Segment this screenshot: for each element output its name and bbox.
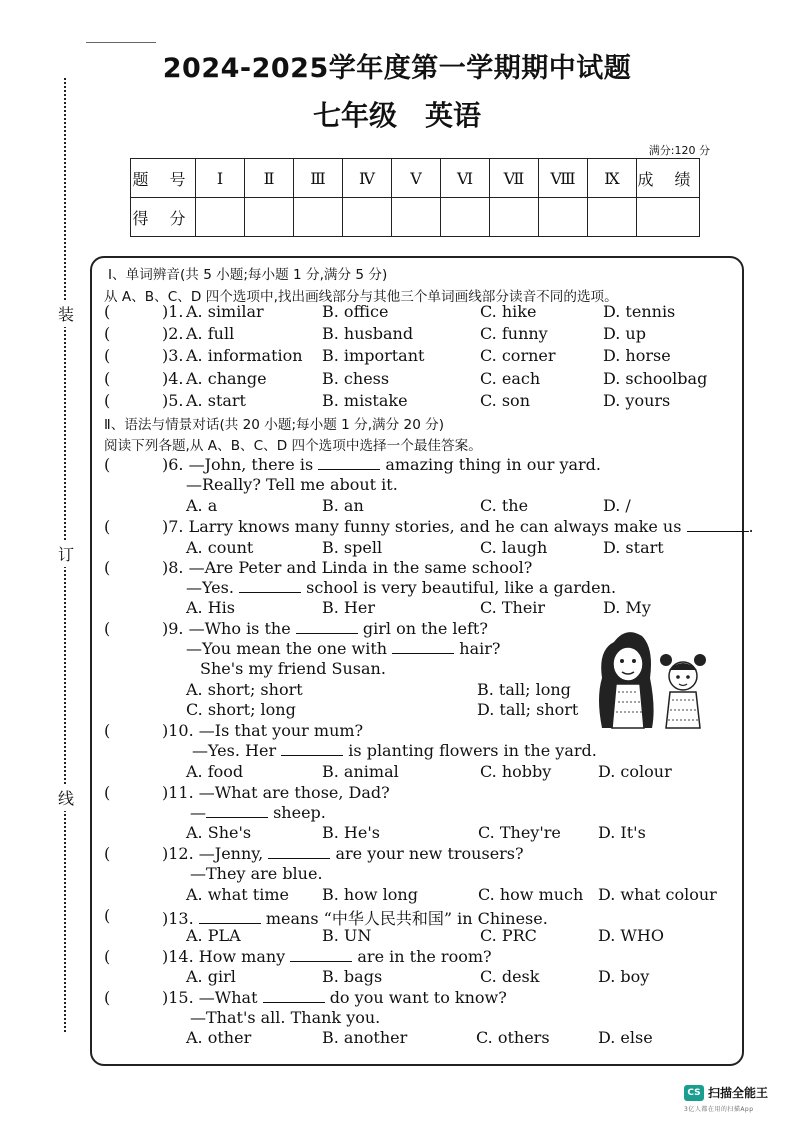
answer-paren[interactable]: (	[104, 619, 111, 638]
option-b: B. how long	[322, 885, 418, 904]
exam-subtitle: 七年级 英语	[312, 99, 481, 132]
answer-paren[interactable]: (	[104, 391, 111, 410]
stem-text: school is very beautiful, like a garden.	[306, 578, 617, 597]
camscanner-logo-icon: CS	[684, 1085, 704, 1101]
score-input-cell[interactable]	[588, 198, 637, 237]
option-b: B. an	[322, 496, 364, 515]
option-a: A. start	[186, 391, 246, 410]
option-d: D. WHO	[598, 926, 664, 945]
answer-blank[interactable]	[296, 621, 358, 634]
option-b: B. bags	[322, 967, 383, 986]
question-number: )1.	[162, 302, 184, 321]
question-stem-line	[162, 619, 488, 638]
option-c: C. hike	[480, 302, 537, 321]
option-c: C. each	[480, 369, 541, 388]
stem-text: )8. —Are Peter and Linda in the same school?	[162, 558, 533, 577]
stem-text: )7. Larry knows many funny stories, and he can always make us	[162, 517, 682, 536]
option-a: A. what time	[186, 885, 289, 904]
score-table-cell: Ⅶ	[490, 159, 539, 198]
option-a: A. His	[186, 598, 236, 617]
answer-paren[interactable]: (	[104, 558, 111, 577]
question-number: )3.	[162, 346, 184, 365]
answer-blank[interactable]	[263, 990, 325, 1003]
question-stem-line	[162, 517, 754, 536]
stem-text: .	[748, 517, 754, 536]
option-c: C. funny	[480, 324, 548, 343]
score-table-cell: 成 绩	[637, 159, 700, 198]
stem-text: )11. —What are those, Dad?	[162, 783, 390, 802]
option-b: B. Her	[322, 598, 375, 617]
option-c: C. PRC	[480, 926, 537, 945]
stem-text: do you want to know?	[329, 988, 507, 1007]
score-input-cell[interactable]	[392, 198, 441, 237]
option-d: D. tall; short	[477, 700, 579, 719]
answer-paren[interactable]: (	[104, 302, 111, 321]
score-table-cell: 题 号	[131, 159, 196, 198]
option-a: A. girl	[186, 967, 236, 986]
option-c: C. others	[476, 1028, 550, 1047]
option-c: C. corner	[480, 346, 556, 365]
option-c: C. desk	[480, 967, 540, 986]
score-table-header-row	[131, 159, 700, 198]
stem-text: amazing thing in our yard.	[385, 455, 601, 474]
option-b: B. spell	[322, 538, 383, 557]
option-a: A. full	[186, 324, 235, 343]
answer-blank[interactable]	[687, 519, 749, 532]
option-c: C. laugh	[480, 538, 548, 557]
answer-paren[interactable]: (	[104, 783, 111, 802]
question-number: )2.	[162, 324, 184, 343]
option-c: C. They're	[478, 823, 561, 842]
section1-instruction: 从 A、B、C、D 四个选项中,找出画线部分与其他三个单词画线部分读音不同的选项。	[104, 289, 618, 305]
binding-char: 线	[58, 784, 74, 811]
option-a: A. PLA	[186, 926, 241, 945]
stem-text: )12. —Jenny,	[162, 844, 264, 863]
option-b: B. UN	[322, 926, 372, 945]
question-stem-line	[186, 639, 500, 658]
option-c: C. the	[480, 496, 529, 515]
option-b: B. office	[322, 302, 389, 321]
stem-text: —You mean the one with	[186, 639, 388, 658]
stem-text: hair?	[459, 639, 501, 658]
option-d: D. /	[603, 496, 631, 515]
option-b: B. another	[322, 1028, 408, 1047]
stem-text: sheep.	[273, 803, 326, 822]
score-table-cell: Ⅲ	[294, 159, 343, 198]
option-c: C. short; long	[186, 700, 296, 719]
option-d: D. else	[598, 1028, 653, 1047]
score-table-cell: Ⅷ	[539, 159, 588, 198]
binding-char: 订	[58, 540, 74, 567]
question-stem-line	[162, 988, 507, 1007]
stem-text: —That's all. Thank you.	[190, 1008, 381, 1027]
stem-text: )15. —What	[162, 988, 258, 1007]
score-table-cell: Ⅴ	[392, 159, 441, 198]
option-d: D. yours	[603, 391, 671, 410]
option-b: B. tall; long	[477, 680, 571, 699]
option-a: A. a	[186, 496, 218, 515]
answer-blank[interactable]	[206, 805, 268, 818]
option-c: C. how much	[478, 885, 584, 904]
stem-text: —Yes. Her	[192, 741, 277, 760]
answer-blank[interactable]	[268, 846, 330, 859]
score-input-cell[interactable]	[294, 198, 343, 237]
stem-text: )6. —John, there is	[162, 455, 314, 474]
answer-paren[interactable]: (	[104, 947, 111, 966]
option-a: A. other	[186, 1028, 252, 1047]
stem-text: )14. How many	[162, 947, 286, 966]
question-stem-line	[162, 947, 492, 966]
answer-blank[interactable]	[318, 457, 380, 470]
score-input-cell[interactable]	[441, 198, 490, 237]
stem-text: —	[190, 803, 206, 822]
option-a: A. similar	[186, 302, 264, 321]
option-d: D. tennis	[603, 302, 676, 321]
question-number: )4.	[162, 369, 184, 388]
section2-heading: Ⅱ、语法与情景对话(共 20 小题;每小题 1 分,满分 20 分)	[104, 417, 445, 433]
stem-text: —Really? Tell me about it.	[186, 475, 398, 494]
question-stem-line	[192, 741, 597, 760]
top-rule	[86, 42, 156, 43]
score-table-cell: Ⅳ	[343, 159, 392, 198]
option-c: C. son	[480, 391, 530, 410]
stem-text: )10. —Is that your mum?	[162, 721, 364, 740]
question-stem-line	[190, 803, 326, 822]
exam-title: 2024-2025学年度第一学期期中试题	[162, 53, 632, 84]
section1-heading: Ⅰ、单词辨音(共 5 小题;每小题 1 分,满分 5 分)	[108, 267, 388, 283]
stem-text: )9. —Who is the	[162, 619, 291, 638]
answer-blank[interactable]	[199, 911, 261, 924]
option-d: D. boy	[598, 967, 650, 986]
option-d: D. up	[603, 324, 646, 343]
stem-text: girl on the left?	[362, 619, 488, 638]
answer-paren[interactable]: (	[104, 844, 111, 863]
scanner-app-name: 扫描全能王	[708, 1086, 769, 1100]
score-table-score-row	[131, 198, 700, 237]
option-d: D. It's	[598, 823, 646, 842]
answer-paren[interactable]: (	[104, 721, 111, 740]
option-d: D. start	[603, 538, 664, 557]
stem-text: are your new trousers?	[335, 844, 524, 863]
option-a: A. She's	[186, 823, 252, 842]
option-b: B. husband	[322, 324, 414, 343]
section2-instruction: 阅读下列各题,从 A、B、C、D 四个选项中选择一个最佳答案。	[104, 438, 482, 454]
score-input-cell[interactable]	[343, 198, 392, 237]
scanner-tagline: 3亿人都在用的扫描App	[684, 1106, 754, 1113]
option-d: D. horse	[603, 346, 671, 365]
two-girls-illustration	[596, 628, 714, 734]
scanner-watermark	[684, 1082, 768, 1113]
option-a: A. information	[186, 346, 303, 365]
stem-text: —Yes.	[186, 578, 234, 597]
score-input-cell[interactable]	[539, 198, 588, 237]
stem-text: are in the room?	[357, 947, 492, 966]
answer-blank[interactable]	[392, 641, 454, 654]
question-stem-line	[162, 844, 524, 863]
option-c: C. Their	[480, 598, 546, 617]
stem-text: —They are blue.	[190, 864, 323, 883]
option-d: D. My	[603, 598, 651, 617]
score-input-cell[interactable]	[637, 198, 700, 237]
score-table-cell: Ⅰ	[196, 159, 245, 198]
option-a: A. count	[186, 538, 254, 557]
option-b: B. chess	[322, 369, 390, 388]
stem-text: is planting flowers in the yard.	[348, 741, 597, 760]
score-table	[130, 158, 700, 237]
answer-blank[interactable]	[290, 949, 352, 962]
option-b: B. He's	[322, 823, 380, 842]
question-stem-line	[186, 578, 616, 597]
score-input-cell[interactable]	[196, 198, 245, 237]
option-b: B. important	[322, 346, 425, 365]
score-table-cell: Ⅱ	[245, 159, 294, 198]
option-d: D. what colour	[598, 885, 717, 904]
score-input-cell[interactable]	[245, 198, 294, 237]
option-a: A. change	[186, 369, 267, 388]
stem-text: She's my friend Susan.	[200, 659, 386, 678]
binding-char: 装	[58, 300, 74, 327]
answer-paren[interactable]: (	[104, 369, 111, 388]
answer-blank[interactable]	[281, 743, 343, 756]
answer-paren[interactable]: (	[104, 906, 111, 925]
answer-blank[interactable]	[239, 580, 301, 593]
stem-text: )13.	[162, 909, 194, 928]
option-b: B. mistake	[322, 391, 408, 410]
option-d: D. colour	[598, 762, 672, 781]
question-number: )5.	[162, 391, 184, 410]
option-a: A. food	[186, 762, 244, 781]
full-marks: 满分:120 分	[648, 144, 710, 157]
score-input-cell[interactable]	[490, 198, 539, 237]
stem-text: means “中华人民共和国” in Chinese.	[265, 909, 548, 928]
answer-paren[interactable]: (	[104, 455, 111, 474]
option-a: A. short; short	[186, 680, 303, 699]
option-d: D. schoolbag	[603, 369, 708, 388]
answer-paren[interactable]: (	[104, 324, 111, 343]
option-c: C. hobby	[480, 762, 552, 781]
answer-paren[interactable]: (	[104, 346, 111, 365]
answer-paren[interactable]: (	[104, 988, 111, 1007]
option-b: B. animal	[322, 762, 399, 781]
score-table-cell: 得 分	[131, 198, 196, 237]
answer-paren[interactable]: (	[104, 517, 111, 536]
score-table-cell: Ⅵ	[441, 159, 490, 198]
score-table-cell: Ⅸ	[588, 159, 637, 198]
question-stem-line	[162, 455, 601, 474]
